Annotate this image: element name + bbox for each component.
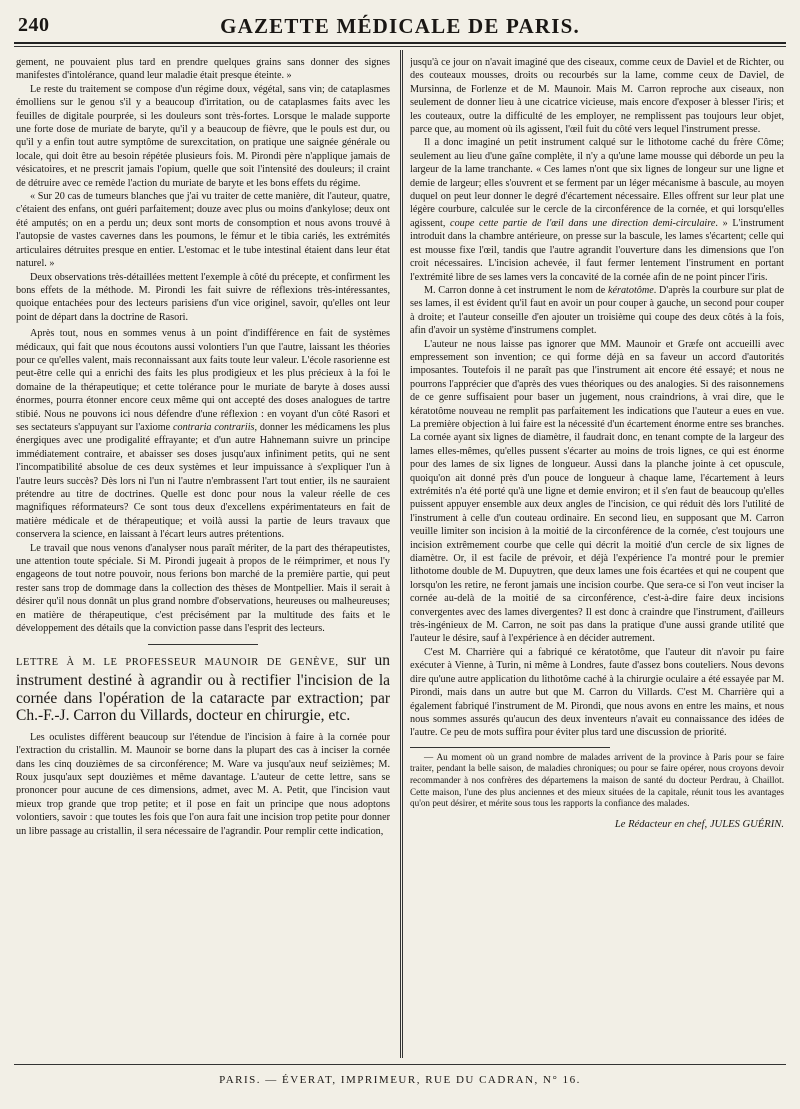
text-run: Après tout, nous en sommes venus à un point d'indifférence en fait de systèmes médicaux, qui fait que nous écoutons aussi volontiers l'un que l'autre, laissant les théories pour ce qu'elles valent, mais reconnaissant aux faits toute leur valeur. L'école rasorienne est peut-être celle qui a enrichi des faits les plus prodigieux et les plus précieux à la foi le domaine de la thérapeutique; et cette tolérance pour le muriate de baryte à doses aussi énormes, pourra étonner encore ceux même qui ont accepté des doses analogues de tartre stibié. Nous ne pouvons ici nous défendre d'une réflexion : en voyant d'un côté Rasori et ses sectateurs s'appuyant sur l'axiome <box>16 328 390 433</box>
column-divider <box>400 50 403 1058</box>
editor-signature: Le Rédacteur en chef, JULES GUÉRIN. <box>614 818 784 830</box>
paragraph: jusqu'à ce jour on n'avait imaginé que des ciseaux, comme ceux de Daviel et de Richter, ou des couteaux mousses, droits ou recourbés sur la lame, comme ceux de Daviel, de Mursinna, de Forlenze et de M. Maunoir. Mais M. Carron reproche aux ciseaux, non seulement de donner lieu à une cicatrice vicieuse, mais encore d'exposer à blesser l'iris; et les couteaux, outre la difficulté de les employer, ne remplissent pas toujours leur objet, parce que, au moment où ils agissent, l'œil fuit du côté vers lequel l'instrument presse. <box>410 57 784 136</box>
newspaper-page <box>14 12 786 1100</box>
notice-paragraph: — Au moment où un grand nombre de malades arrivent de la province à Paris pour se faire traiter, pendant la belle saison, de maladies chroniques; ou pour se faire opérer, nous croyons devoir recommander à nos confrères des départemens la maison de santé du docteur Perdrau, à Chaillot. Cette maison, l'une des plus anciennes et des mieux situées de la capitale, réunit tous les avantages qu'on peut désirer, et mérite sous tous les rapports la confiance des malades. <box>410 751 784 809</box>
printer-imprint: PARIS. — ÉVERAT, IMPRIMEUR, RUE DU CADRAN, N° 16. <box>219 1074 581 1086</box>
note-rule <box>410 747 610 748</box>
text-run: Il a donc imaginé un petit instrument calqué sur le lithotome caché du frère Côme; seulement au lieu d'une gaîne complète, il n'y a qu'une lame mousse qui déborde un peu la largeur de la lame tranchante. « Ces lames n'ont que six lignes de longeur sur une ligne et demie de largeur; elles s'ouvrent et se ferment par un léger mécanisme à bascule, au moyen duquel on peut leur donner le degré d'écartement nécessaire. Elles offrent sur leur plat une légère courbure, calculée sur le cercle de la circonférence de la cornée, et qui lorsqu'elles agissent, <box>410 137 784 229</box>
paragraph <box>410 136 784 283</box>
paragraph <box>410 284 784 338</box>
section-rule <box>148 644 258 645</box>
paragraph: Deux observations très-détaillées mettent l'exemple à côté du précepte, et confirment les bons effets de la méthode. M. Pirondi les fait suivre de réflexions très-intéressantes, quoique entachées pour des lecteurs parisiens d'un vice originel, savoir, qu'elles ont leur point de départ dans la doctrine de Rasori. <box>16 271 390 323</box>
paragraph: Le reste du traitement se compose d'un régime doux, végétal, sans vin; de cataplasmes émolliens sur le genou s'il y a beaucoup d'irritation, ou de cataplasmes faits avec les feuilles de digitale pourprée, si les douleurs sont très-fortes. Lorsque le malade supporte une forte dose de muriate de baryte, qu'il y a beaucoup de fièvre, que le pouls est dur, ou qu'il y a enfin tout autre symptôme de surexcitation, on pratique une saignée générale ou locale, qui doit être au besoin répétée plusieurs fois. M. Pirondi père n'applique jamais de vésicatoires, et ne prescrit jamais l'opium, quelle que soit l'intensité des douleurs; il craint de détruire avec ce remède l'action du muriate de baryte et les bons effets du régime. <box>16 83 390 189</box>
paragraph: gement, ne pouvaient plus tard en prendre quelques grains sans donner des signes manifestes d'intolérance, quand leur maladie était presque éteinte. » <box>16 57 390 82</box>
masthead-title: GAZETTE MÉDICALE DE PARIS. <box>220 14 580 38</box>
text-run: M. Carron donne à cet instrument le nom de <box>424 284 608 296</box>
header-rule <box>14 42 786 44</box>
paragraph <box>16 327 390 542</box>
heading-text: sur un instrument destiné à agrandir ou à rectifier l'incision de la cornée dans l'opération de la cataracte par extraction; par Ch.-F.-J. Carron du Villards, docteur en chirurgie, etc. <box>16 652 390 725</box>
page-number: 240 <box>18 14 50 36</box>
article-heading <box>16 652 390 724</box>
paragraph: Le travail que nous venons d'analyser nous paraît mériter, de la part des thérapeutistes, une attention toute spéciale. Si M. Pirondi jugeait à propos de le réimprimer, et nous l'y engageons de tout notre pouvoir, nous ferions bon marché de la première partie, qui peut rester sans trop de dommage dans la collection des thèses de Montpellier. Mais il serait à désirer qu'il nous donnât un plus grand nombre d'observations, heureuses ou malheureuses; en matière de thérapeutique, c'est précisément par la multitude des faits et le développement des détails que la conviction passe dans l'esprit des lecteurs. <box>16 542 390 635</box>
footer-rule <box>14 1064 786 1065</box>
heading-small-caps: LETTRE À M. LE PROFESSEUR MAUNOIR DE GENÈVE, <box>16 657 339 669</box>
paragraph: L'auteur ne nous laisse pas ignorer que MM. Maunoir et Græfe ont accueilli avec empressement son invention; ce qui forme déjà en sa faveur un accord d'autorités imposantes. Toutefois il ne paraît pas que l'instrument ait encore été essayé; et nous ne pourrons l'apprécier que d'après des vues théoriques ou des analogies. Si des raisonnemens de ce genre suffisaient pour baser un jugement, nous craindrions, à vrai dire, que le kératotôme nouveau ne remplit pas parfaitement les indications que l'auteur a eues en vue. La première objection à lui faire est la nécessité d'un écartement énorme entre ses branches. La cornée ayant six lignes de diamètre, il faudrait donc, en tenant compte de la largeur des lames elles-mêmes, qu'elles pussent s'écarter au moins de trois lignes, ce qui est énorme pour des lames de six lignes de longueur. Aussi dans la planche jointe à cet opuscule, quoiqu'on ait donné près d'un pouce de longueur à chaque lame, l'écartement à leurs extrémités n'a été porté qu'à une ligne et demie environ; et il s'en faut de beaucoup qu'elles puissent appuyer ensemble aux deux angles de l'incision, ce qui réduit dès lors l'utilité de l'instrument à celle d'un couteau ordinaire. En second lieu, en supposant que M. Carron veuille limiter son incision à la moitié de la circonférence de la cornée, c'est toujours une incision extrêmement courbe que celle qui décrit la moitié d'un cercle de six lignes de diamètre. Or, il est facile de prévoir, et déjà l'expérience l'a montré pour le premier lithotome double de M. Dupuytren, que deux lames une fois écartées et qui ne coupent que lorsqu'on les retire, ne feront jamais une incision courbe. Que sera-ce si l'on veut inciser la cornée au-delà de la moitié de sa circonférence, c'est-à-dire faire deux incisions convergentes avec des lames divergentes? Il est donc à craindre que l'instrument, d'ailleurs très-ingénieux de M. Carron, ne soit pas dans la pratique d'une aussi grande utilité que l'auteur le désire, sauf à l'expérience à en décider autrement. <box>410 338 784 645</box>
emphasis-text: kératotôme <box>607 284 654 296</box>
paragraph: C'est M. Charrière qui a fabriqué ce kératotôme, que l'auteur dit n'avoir pu faire exécuter à Vienne, à Turin, ni même à Londres, faute d'assez bons couteliers. Nous devons dire qu'une autre application du lithotôme caché à la chirurgie oculaire a été essayée par M. Pirondi, mais dans un autre but que M. Carron du Villards. C'est M. Charrière qui a également fabriqué l'instrument de M. Pirondi, que nous avons en entre les mains, et nous nous sommes assurés qu'aucun des deux inventeurs n'avait eu connaissance des idées de l'autre. Ce peu de mots suffira pour éviter plus tard une discussion de priorité. <box>410 646 784 739</box>
quote-paragraph: « Sur 20 cas de tumeurs blanches que j'ai vu traiter de cette manière, dit l'auteur, quatre, c'étaient des enfans, ont guéri parfaitement; douze avec plus ou moins d'ankylose; deux ont été amputés; on en a perdu un; deux sont morts de consomption et nous avons trouvé à l'autopsie de vastes cavernes dans les poumons, le fémur et le tibia cariés, les extrémités articulaires détruites presque en entier. L'estomac et le tube intestinal étaient dans leur état naturel. » <box>16 191 390 270</box>
text-run: . » L'instrument introduit dans la chambre antérieure, on presse sur la bascule, les lames s'écartent; celle qui est mousse fixe l'œil, tandis que l'autre agrandit l'ouverture dans les dimensions que l'on croit nécessaires. L'incision achevée, il faut fermer lentement l'instrument en portant l'extrémité libre de ses lames vers la concavité de la cornée afin de ne point pincer l'iris. <box>410 217 784 283</box>
paragraph: Les oculistes diffèrent beaucoup sur l'étendue de l'incision à faire à la cornée pour l'extraction du cristallin. M. Maunoir se borne dans la plupart des cas à inciser la cornée dans les cinq douzièmes de sa circonférence; M. Ware va jusqu'aux neuf seizièmes; M. Roux jusqu'aux sept douzièmes et même davantage. L'auteur de cette lettre, sans se prononcer pour aucune de ces dimensions, admet, avec M. A. Petit, que l'incision vaut mieux trop grande que trop petite; et il pose en fait un principe que nous adoptons volontiers, savoir : que toutes les fois que l'on aura fait une incision trop petite pour donner un libre passage au cristallin, il sera nécessaire de l'agrandir. Pour remplir cette indication, <box>16 731 390 837</box>
right-column <box>410 56 784 1056</box>
left-column <box>16 56 390 1056</box>
text-run: . D'après la courbure sur plat de ses lames, il est évident qu'il faut en avoir un pour couper à gauche, un second pour couper à droite; et l'auteur conseille d'en ajouter un troisième qui coupe des deux côtés à la fois, afin d'avoir un système d'instrumens complet. <box>410 284 784 337</box>
page-header <box>14 12 786 38</box>
emphasis-text: contraria contrariis <box>173 421 255 433</box>
header-rule-thin <box>14 46 786 47</box>
text-run: , donner les médicamens les plus énergiques avec une prodigalité effrayante; et d'un autre Hahnemann suivre un principe immédiatement contraire, et abaisser ses doses jusqu'aux infiniment petits, qui ne sent l'incompatibilité absolue de ces deux systèmes et leur impuissance à s'expliquer l'un à l'autre leurs succès? Dès lors ni l'un ni l'autre n'embrassent l'art tout entier, ils ne sauraient prétendre au titre de doctrines. Quelle est donc pour nous la valeur réelle de ces magnifiques réformateurs? Ce sont tous deux d'excellens expérimentateurs en fait de matière médicale et de thérapeutique; et voilà aussi la partie de leurs travaux que conservera la science, en laissant à l'écart leurs autres prétentions. <box>16 421 390 541</box>
emphasis-text: coupe cette partie de l'œil dans une direction demi-circulaire <box>450 217 716 229</box>
